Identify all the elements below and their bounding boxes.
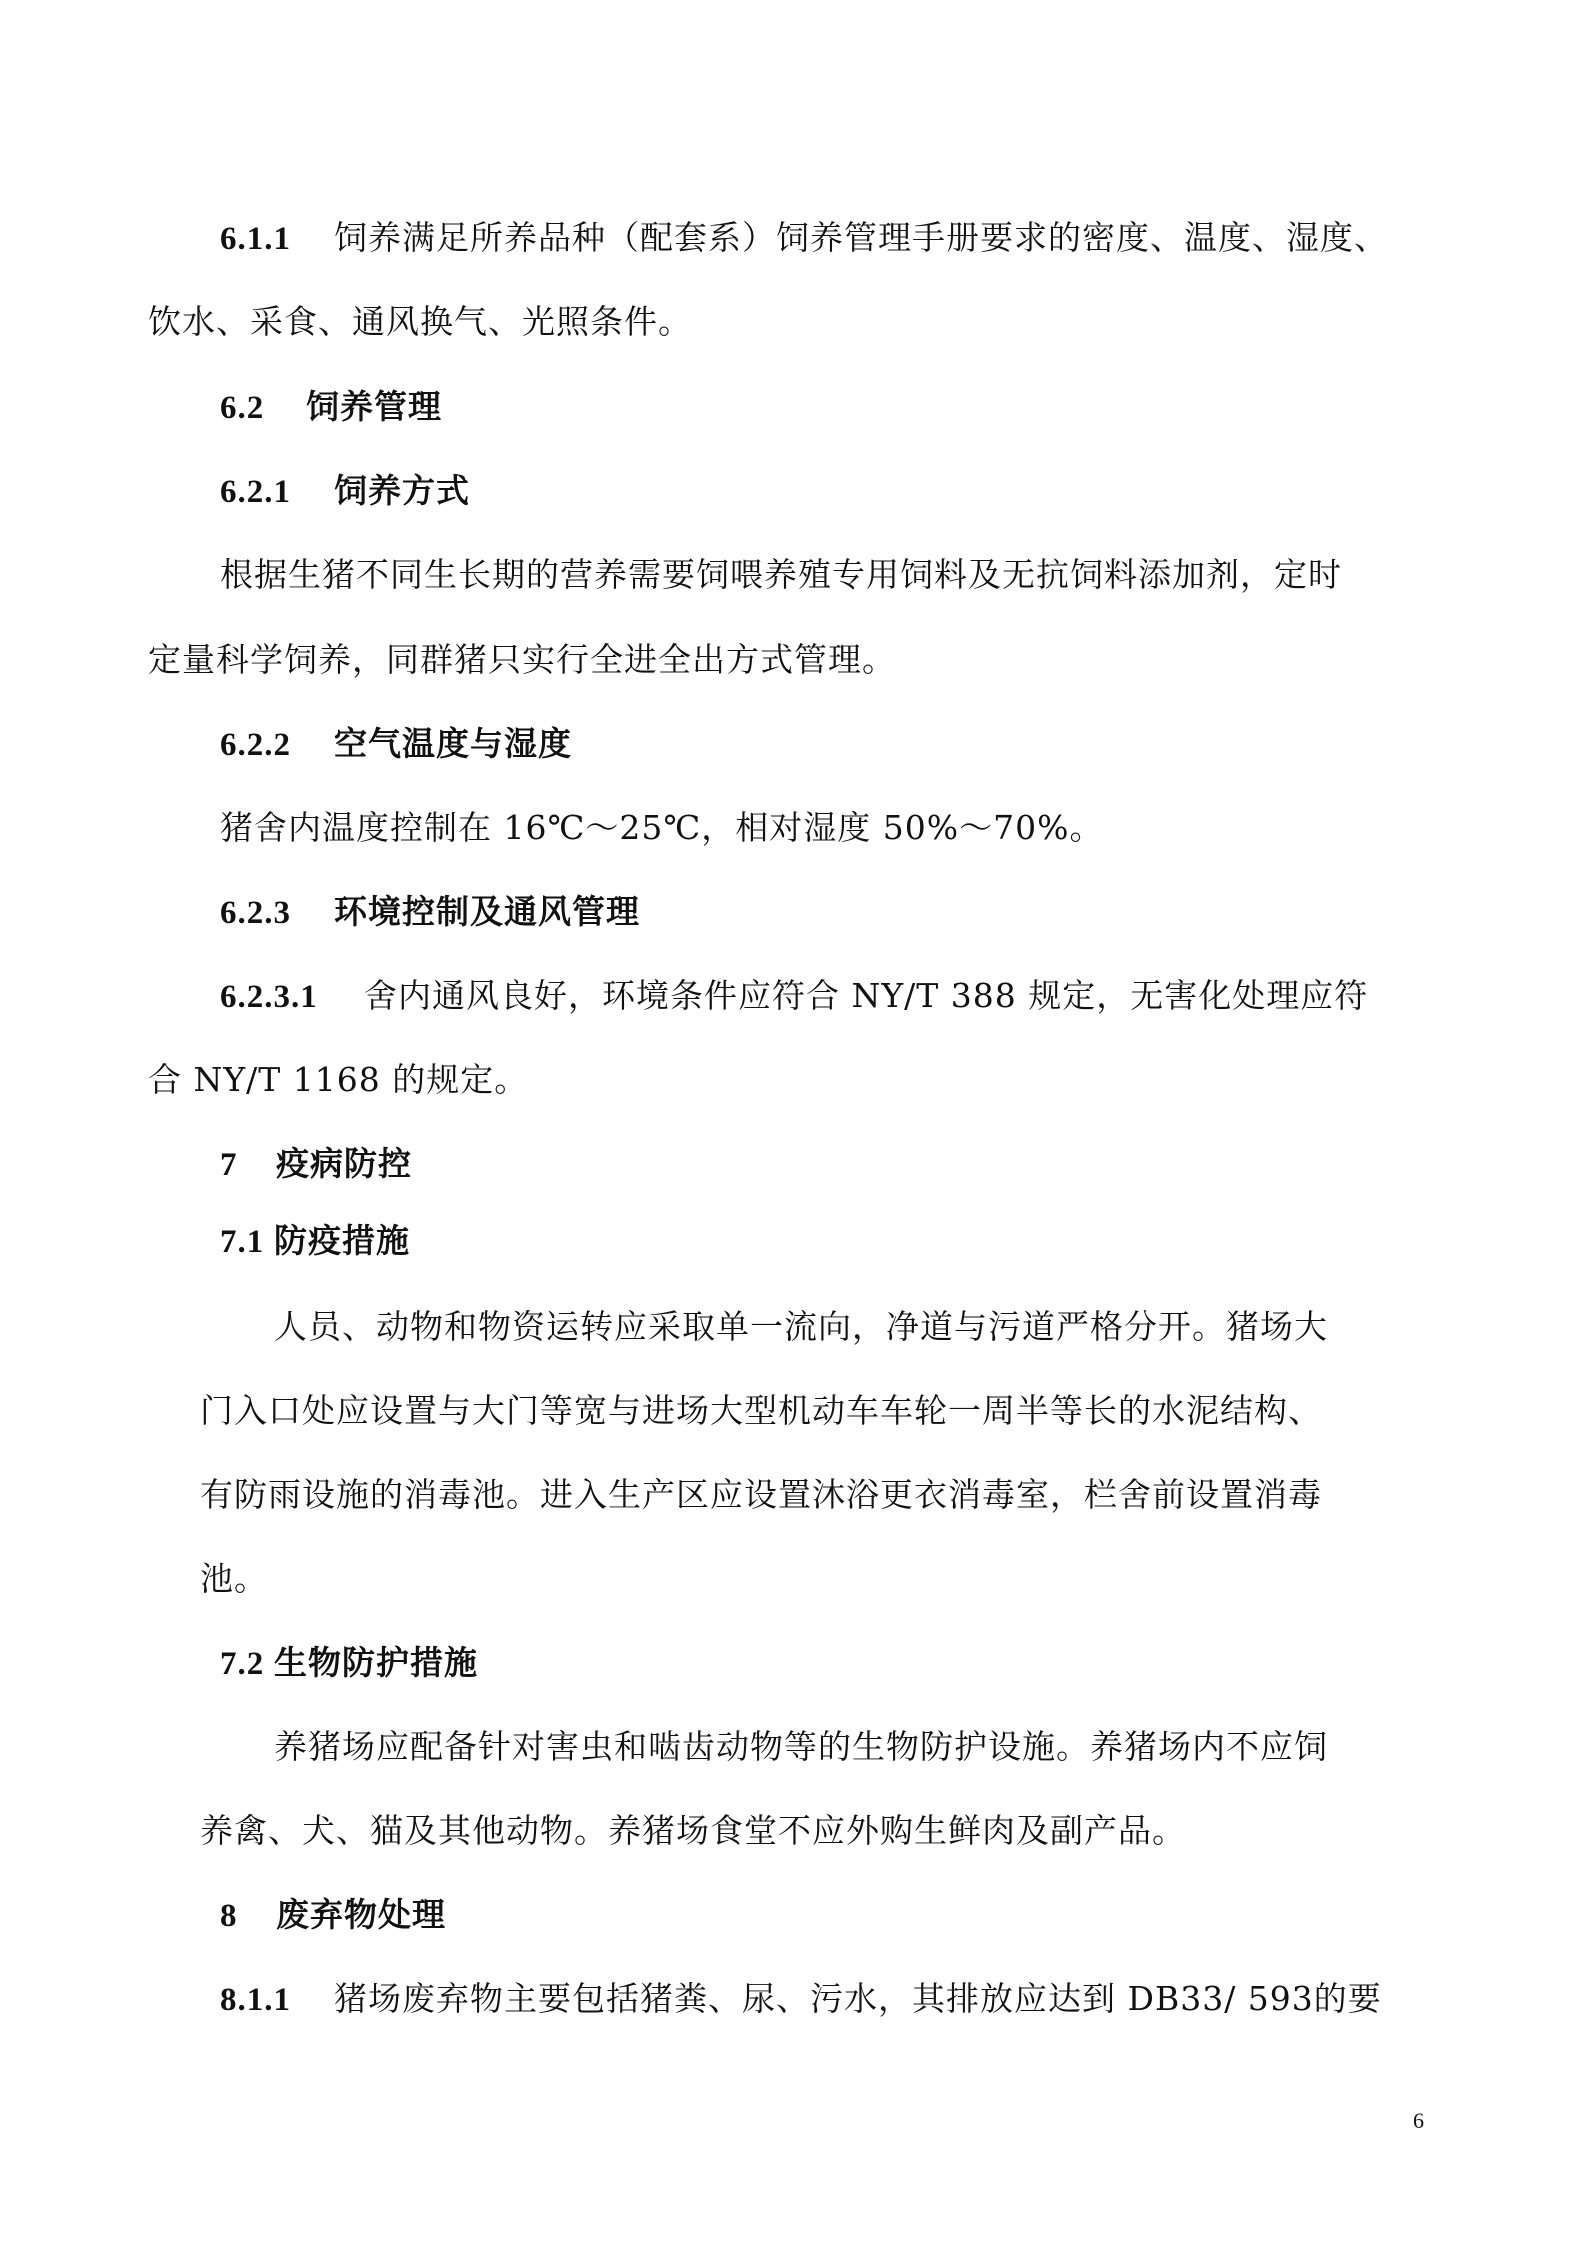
paragraph-text: 猪舍内温度控制在 16℃～25℃，相对湿度 50%～70%。 (220, 808, 1104, 847)
clause-text: 合 NY/T 1168 的规定。 (148, 1060, 529, 1099)
page-number: 6 (1413, 2108, 1424, 2133)
clause-6-2-3-1-line-2 (148, 1060, 528, 1100)
paragraph-text: 人员、动物和物资运转应采取单一流向，净道与污道严格分开。猪场大 (274, 1307, 1328, 1346)
paragraph-6-2-1-line-2 (148, 640, 896, 680)
heading-title: 防疫措施 (274, 1221, 410, 1260)
heading-6-2 (220, 387, 442, 428)
heading-number: 7.2 (220, 1646, 265, 1682)
heading-number: 6.2.3 (220, 895, 291, 931)
heading-title: 环境控制及通风管理 (334, 892, 640, 931)
heading-number: 6.2 (220, 390, 265, 426)
heading-title: 饲养管理 (306, 387, 442, 426)
paragraph-6-2-2-line-1 (220, 808, 1104, 848)
paragraph-6-2-1-line-1 (220, 555, 1342, 595)
paragraph-text: 有防雨设施的消毒池。进入生产区应设置沐浴更衣消毒室，栏舍前设置消毒 (200, 1475, 1322, 1514)
clause-6-1-1-line-1 (220, 218, 1388, 259)
clause-6-2-3-1-line-1 (220, 976, 1368, 1017)
paragraph-7-1-line-1 (274, 1307, 1328, 1347)
clause-6-1-1-line-2 (148, 302, 692, 342)
heading-7 (220, 1144, 412, 1185)
clause-text: 饲养满足所养品种（配套系）饲养管理手册要求的密度、温度、湿度、 (334, 218, 1388, 257)
paragraph-text: 定量科学饲养，同群猪只实行全进全出方式管理。 (148, 640, 896, 679)
heading-title: 空气温度与湿度 (334, 724, 572, 763)
heading-6-2-3 (220, 892, 640, 933)
heading-7-1 (220, 1221, 410, 1262)
clause-text: 猪场废弃物主要包括猪粪、尿、污水，其排放应达到 DB33/ 593的要 (334, 1979, 1382, 2018)
heading-title: 生物防护措施 (274, 1643, 478, 1682)
paragraph-text: 门入口处应设置与大门等宽与进场大型机动车车轮一周半等长的水泥结构、 (200, 1391, 1322, 1430)
paragraph-text: 池。 (200, 1559, 268, 1598)
heading-title: 饲养方式 (334, 471, 470, 510)
heading-7-2 (220, 1643, 478, 1684)
clause-number: 8.1.1 (220, 1982, 291, 2018)
heading-6-2-2 (220, 724, 572, 765)
clause-number: 6.1.1 (220, 221, 291, 257)
heading-title: 疫病防控 (276, 1144, 412, 1183)
paragraph-text: 养禽、犬、猫及其他动物。养猪场食堂不应外购生鲜肉及副产品。 (200, 1811, 1186, 1850)
paragraph-7-1-line-4 (200, 1559, 268, 1599)
clause-text: 饮水、采食、通风换气、光照条件。 (148, 302, 692, 341)
heading-number: 6.2.1 (220, 474, 291, 510)
paragraph-7-1-line-3 (200, 1475, 1322, 1515)
paragraph-text: 养猪场应配备针对害虫和啮齿动物等的生物防护设施。养猪场内不应饲 (274, 1727, 1328, 1766)
heading-title: 废弃物处理 (276, 1895, 446, 1934)
heading-8 (220, 1895, 446, 1936)
heading-number: 7.1 (220, 1224, 265, 1260)
heading-number: 8 (220, 1898, 238, 1934)
clause-8-1-1-line-1 (220, 1979, 1382, 2020)
paragraph-7-1-line-2 (200, 1391, 1322, 1431)
heading-number: 7 (220, 1147, 238, 1183)
clause-number: 6.2.3.1 (220, 979, 318, 1015)
paragraph-7-2-line-2 (200, 1811, 1186, 1851)
paragraph-7-2-line-1 (274, 1727, 1328, 1767)
clause-text: 舍内通风良好，环境条件应符合 NY/T 388 规定，无害化处理应符 (364, 976, 1369, 1015)
paragraph-text: 根据生猪不同生长期的营养需要饲喂养殖专用饲料及无抗饲料添加剂，定时 (220, 555, 1342, 594)
heading-number: 6.2.2 (220, 727, 291, 763)
heading-6-2-1 (220, 471, 470, 512)
